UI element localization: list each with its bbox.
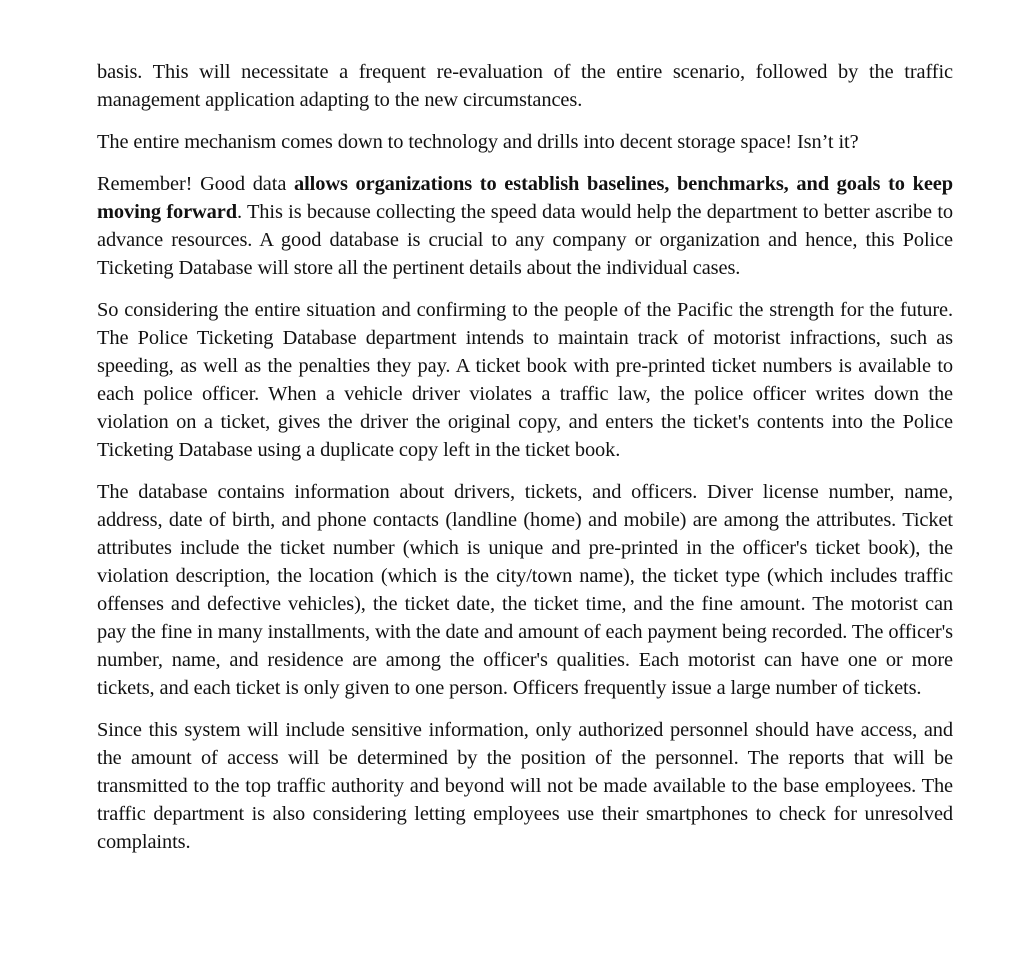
paragraph-3-bold-phrase: allows organizations to establish baselines, benchmarks, and goals to keep moving forward — [97, 173, 953, 223]
paragraph-5: The database contains information about drivers, tickets, and officers. Diver license number, name, address, date of birth, and phone contacts (landline (home) and mobile) are among the attributes. Ticket attributes include the ticket number (which is unique and pre-printed in the officer's ticket book), the violation description, the location (which is the city/town name), the ticket type (which includes traffic offenses and defective vehicles), the ticket date, the ticket time, and the fine amount. The motorist can pay the fine in many installments, with the date and amount of each payment being recorded. The officer's number, name, and residence are among the officer's qualities. Each motorist can have one or more tickets, and each ticket is only given to one person. Officers frequently issue a large number of tickets. — [97, 481, 953, 699]
paragraph-3 — [97, 170, 953, 282]
paragraph-6: Since this system will include sensitive information, only authorized personnel should have access, and the amount of access will be determined by the position of the personnel. The reports that will be transmitted to the top traffic authority and beyond will not be made available to the base employees. The traffic department is also considering letting employees use their smartphones to check for unresolved complaints. — [97, 719, 953, 853]
paragraph-4: So considering the entire situation and confirming to the people of the Pacific the strength for the future. The Police Ticketing Database department intends to maintain track of motorist infractions, such as speeding, as well as the penalties they pay. A ticket book with pre-printed ticket numbers is available to each police officer. When a vehicle driver violates a traffic law, the police officer writes down the violation on a ticket, gives the driver the original copy, and enters the ticket's contents into the Police Ticketing Database using a duplicate copy left in the ticket book. — [97, 299, 953, 461]
document-page — [97, 58, 953, 870]
paragraph-3-intro: Remember! Good data — [97, 173, 295, 195]
paragraph-3-rest: . This is because collecting the speed data would help the department to better ascribe to advance resources. A good database is crucial to any company or organization and hence, this Police Ticketing Database will store all the pertinent details about the individual cases. — [97, 201, 953, 279]
paragraph-1: basis. This will necessitate a frequent re-evaluation of the entire scenario, followed by the traffic management application adapting to the new circumstances. — [97, 61, 953, 111]
paragraph-2: The entire mechanism comes down to technology and drills into decent storage space! Isn’t it? — [97, 131, 859, 153]
